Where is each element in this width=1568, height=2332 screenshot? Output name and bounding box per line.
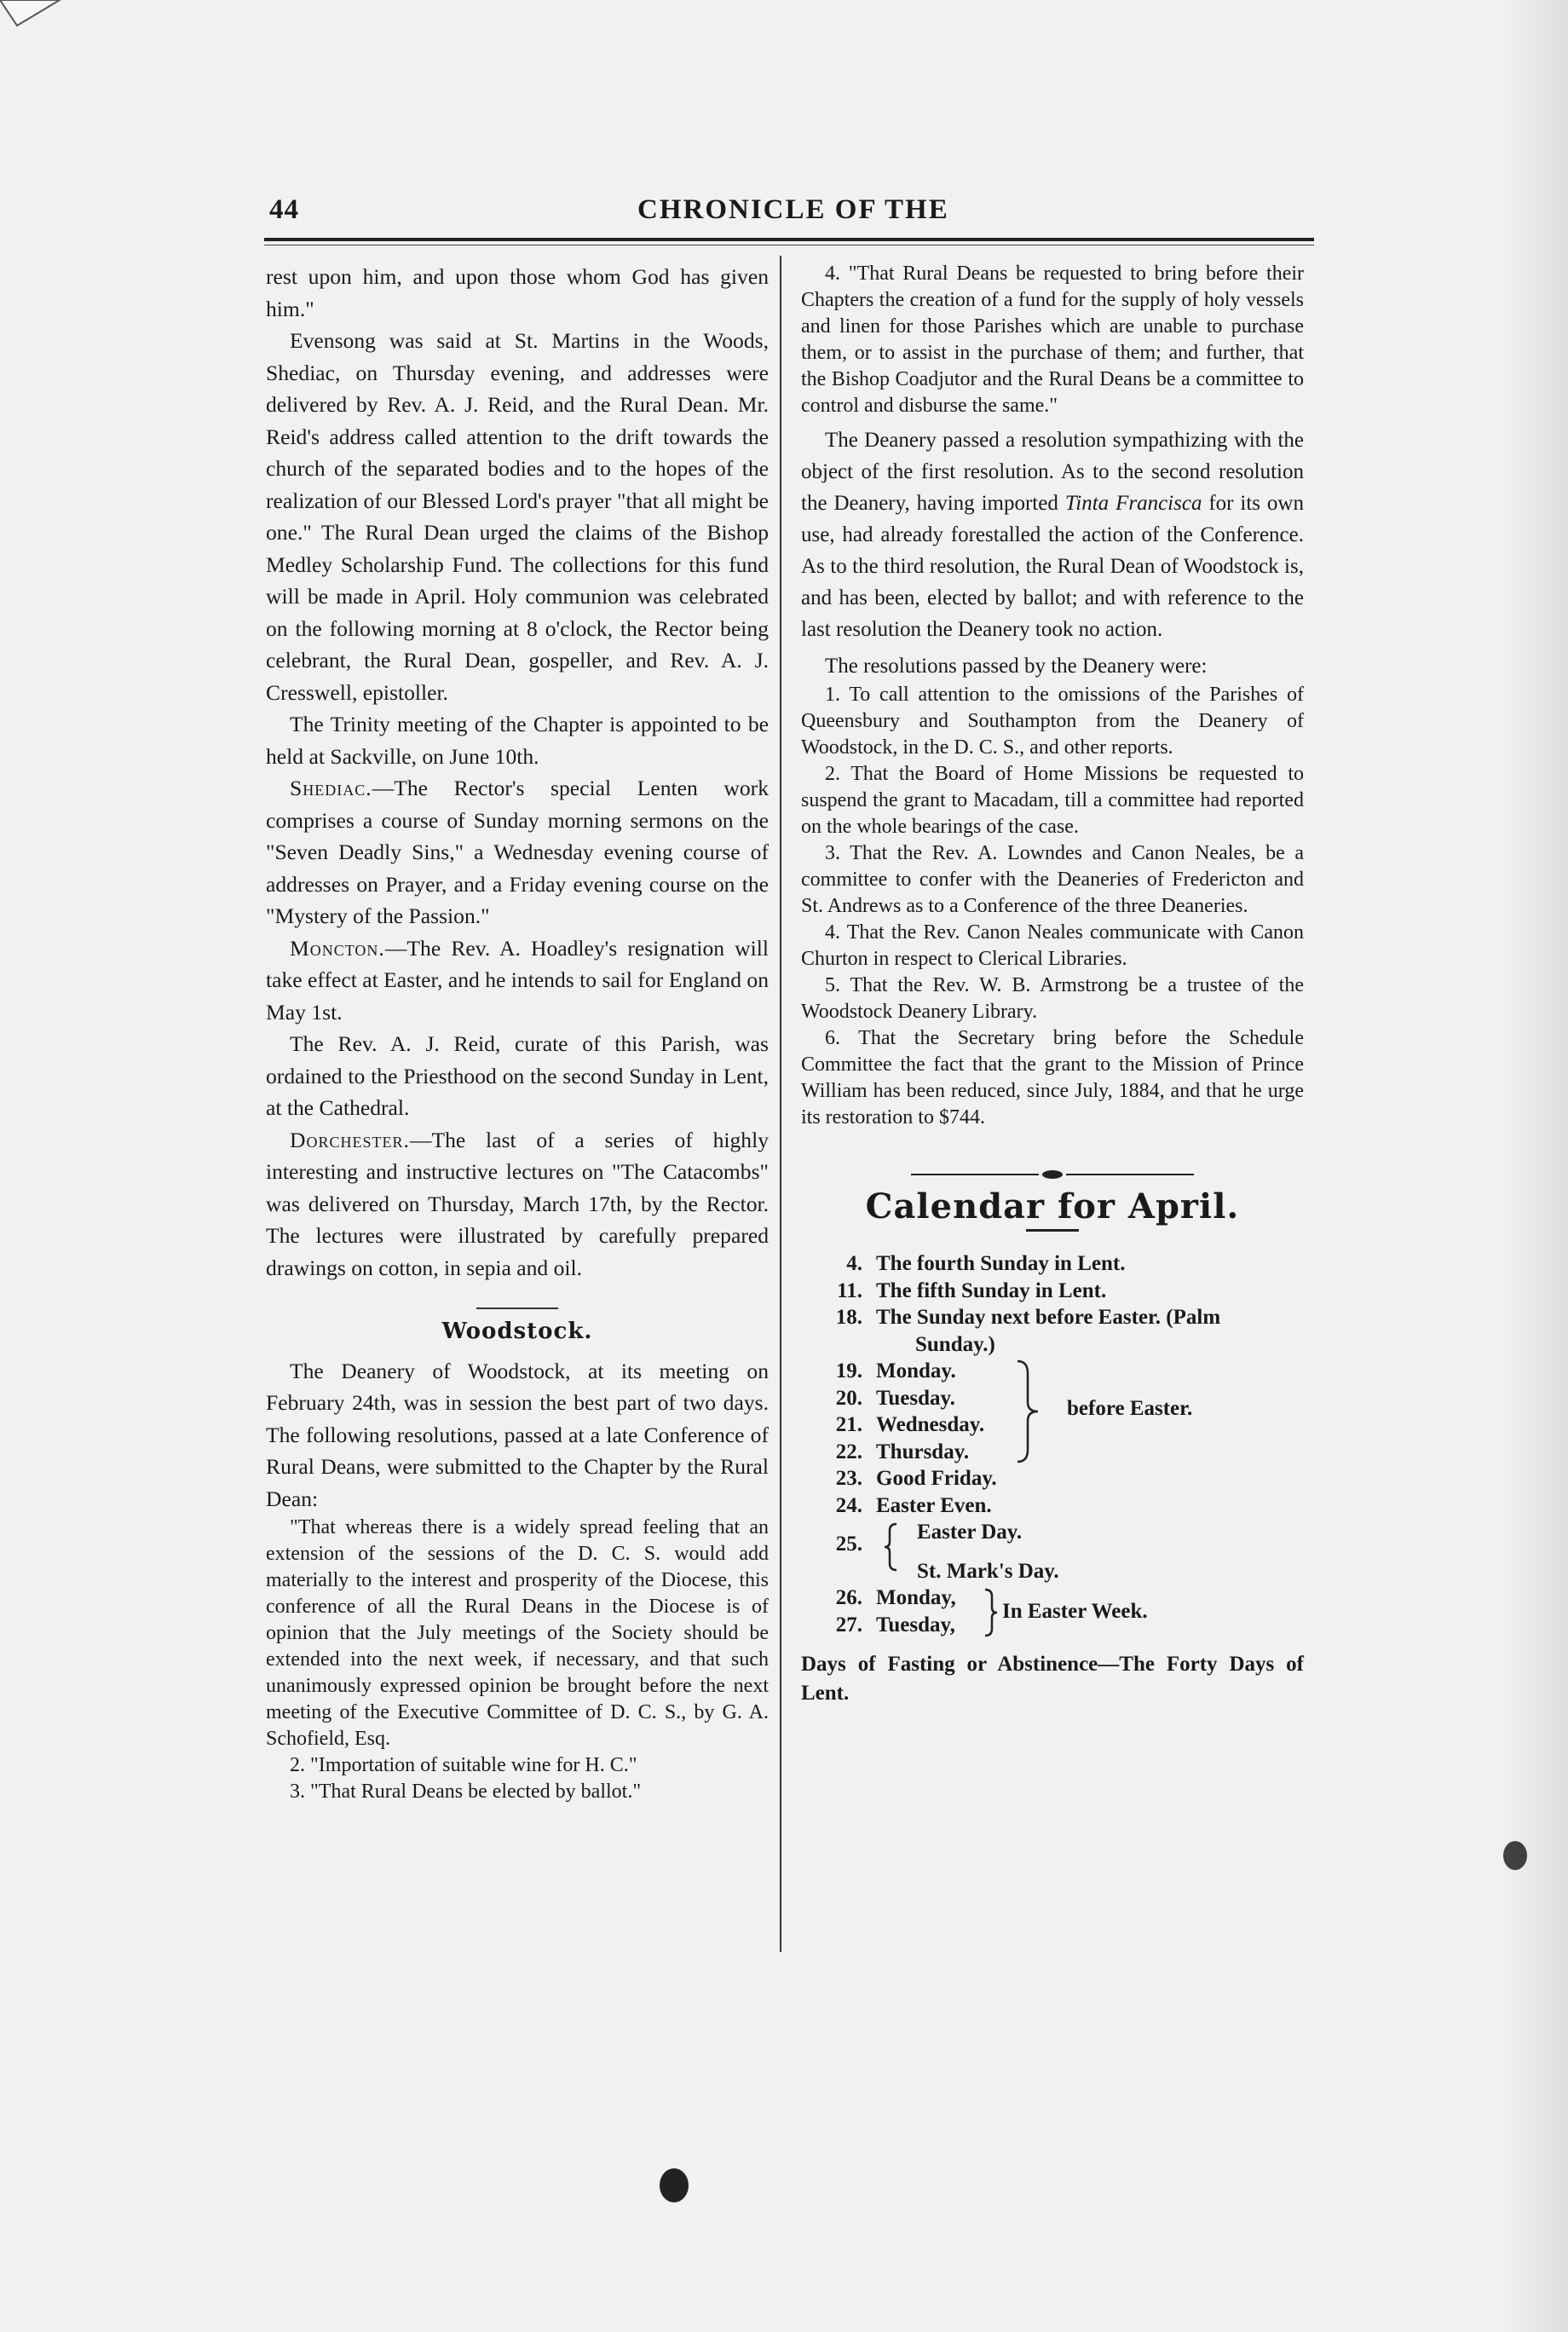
calendar-list [801, 1250, 1304, 1638]
paragraph-text: The Deanery passed a resolution sympathizing with the object of the first resolution. As to the second resolution the Deanery, having imported [801, 429, 1304, 515]
page-edge-shadow [1500, 0, 1568, 2332]
calendar-row: 24. Easter Even. [835, 1493, 992, 1517]
section-ornament-rule [476, 1307, 558, 1309]
calendar-row: 18. The Sunday next before Easter. (Palm [835, 1306, 1221, 1329]
calendar-row: 23. Good Friday. [835, 1467, 997, 1490]
place-heading: Moncton. [290, 935, 385, 961]
paragraph-text: for its own use, had already forestalled the action of the Conference. As to the third resolution, the Rural Dean of Woodstock is, and has been, elected by ballot; and with reference to the last resolution the Deanery took no action. [801, 492, 1304, 641]
right-column [801, 261, 1304, 1708]
calendar-row: Sunday.) [915, 1332, 995, 1356]
paragraph: The Rev. A. J. Reid, curate of this Parish, was ordained to the Priesthood on the second Sunday in Lent, at the Cathedral. [266, 1031, 769, 1120]
deanery-resolution-3: 3. That the Rev. A. Lowndes and Canon Neales, be a committee to confer with the Deaneries of Fredericton and St. Andrews as to a Conference of the three Deaneries. [801, 842, 1304, 917]
ornament-divider [801, 1170, 1304, 1179]
column-divider [780, 256, 781, 1952]
page-number: 44 [269, 194, 299, 225]
deanery-resolution-2: 2. That the Board of Home Missions be requested to suspend the grant to Macadam, till a committee had reported on the whole bearings of the case. [801, 763, 1304, 838]
resolution-2: 2. "Importation of suitable wine for H. C." [290, 1754, 637, 1776]
paragraph: The Trinity meeting of the Chapter is appointed to be held at Sackville, on June 10th. [266, 712, 769, 769]
place-heading: Shediac. [290, 776, 372, 800]
paragraph-text: —The last of a series of highly interesting and instructive lectures on "The Catacombs" was delivered on Thursday, March 17th, by the Rector. The lectures were illustrated by carefully prepared drawings on cotton, in sepia and oil. [266, 1127, 769, 1280]
paragraph: The resolutions passed by the Deanery were: [825, 655, 1208, 678]
paragraph-shediac [266, 772, 769, 932]
paragraph-text: —The Rector's special Lenten work comprises a course of Sunday morning sermons on the "Seven Deadly Sins," a Wednesday evening course of addresses on Prayer, and a Friday evening course on the "Mystery of the Passion." [266, 776, 769, 928]
ink-blot [1503, 1841, 1527, 1870]
calendar-row: 11. The fifth Sunday in Lent. [837, 1279, 1107, 1302]
brace-icon [1014, 1359, 1040, 1463]
easter-week-label: In Easter Week. [1002, 1600, 1148, 1623]
calendar-row: 21. Wednesday. [835, 1413, 985, 1436]
easter-day-group [801, 1519, 1304, 1584]
page-header [264, 189, 1312, 232]
paragraph: rest upon him, and upon those whom God has given him." [266, 264, 769, 321]
folded-corner-mark [0, 0, 102, 51]
place-heading: Dorchester. [290, 1127, 410, 1152]
resolution-3: 3. "That Rural Deans be elected by ballot." [290, 1781, 642, 1803]
paragraph: The Deanery of Woodstock, at its meeting on February 24th, was in session the best part of two days. The following resolutions, passed at a late Conference of Rural Deans, were submitted to the Chapter by the Rural Dean: [266, 1358, 769, 1511]
fasting-note: Days of Fasting or Abstinence—The Forty Days of Lent. [801, 1653, 1304, 1705]
holy-week-group [801, 1358, 1304, 1465]
header-rule [264, 238, 1314, 241]
calendar-row: 20. Tuesday. [835, 1386, 955, 1410]
resolution-4: 4. "That Rural Deans be requested to bring before their Chapters the creation of a fund for the supply of holy vessels and linen for those Parishes which are unable to purchase them, or to assist in the purchase of them; and further, that the Bishop Coadjutor and the Rural Deans be a committee to control and disburse the same." [801, 263, 1304, 417]
calendar-row: St. Mark's Day. [917, 1559, 1059, 1583]
deanery-resolution-5: 5. That the Rev. W. B. Armstrong be a trustee of the Woodstock Deanery Library. [801, 974, 1304, 1023]
deanery-resolution-1: 1. To call attention to the omissions of the Parishes of Queensbury and Southampton from the Deanery of Woodstock, in the D. C. S., and other reports. [801, 684, 1304, 759]
brace-icon [883, 1522, 900, 1572]
ink-blot [660, 2168, 689, 2202]
woodstock-heading: Woodstock. [441, 1319, 593, 1344]
brace-icon [982, 1588, 999, 1637]
calendar-row: 4. The fourth Sunday in Lent. [846, 1252, 1126, 1275]
paragraph-dorchester [266, 1124, 769, 1284]
paragraph: Evensong was said at St. Martins in the Woods, Shediac, on Thursday evening, and addresses were delivered by Rev. A. J. Reid, and the Rural Dean. Mr. Reid's address called attention to the drift towards the church of the separated bodies and to the hopes of the realization of our Blessed Lord's prayer "that all might be one." The Rural Dean urged the claims of the Bishop Medley Scholarship Fund. The collections for this fund will be made in April. Holy communion was celebrated on the following morning at 8 o'clock, the Rector being celebrant, the Rural Dean, gospeller, and Rev. A. J. Cresswell, epistoller. [266, 328, 769, 705]
calendar-row: 25. Easter Day. [835, 1521, 1023, 1556]
calendar-row: 27. Tuesday, [835, 1613, 955, 1636]
resolution-1: "That whereas there is a widely spread feeling that an extension of the sessions of the D. C. S. would add materially to the interest and prosperity of the Diocese, this conference of all the Rural Deans in the Diocese is of opinion that the July meetings of the Society should be extended into the next week, if necessary, and that such unanimously expressed opinion be brought before the next meeting of the Executive Committee of D. C. S., by G. A. Schofield, Esq. [266, 1516, 769, 1750]
before-easter-label: before Easter. [1067, 1397, 1193, 1420]
calendar-row: 19. Monday. [835, 1359, 956, 1382]
paragraph-text: —The Rev. A. Hoadley's resignation will take effect at Easter, and he intends to sail for England on May 1st. [266, 935, 769, 1025]
calendar-title: Calendar for April. [865, 1186, 1240, 1227]
left-column [266, 261, 769, 1805]
calendar-row: 26. Monday, [835, 1586, 956, 1609]
running-head: CHRONICLE OF THE [637, 194, 949, 225]
calendar-row: 22. Thursday. [835, 1440, 970, 1463]
deanery-resolution-4: 4. That the Rev. Canon Neales communicate with Canon Churton in respect to Clerical Libraries. [801, 921, 1304, 970]
title-rule [1026, 1229, 1079, 1232]
paragraph-moncton [266, 932, 769, 1029]
paragraph [801, 424, 1304, 645]
deanery-resolution-6: 6. That the Secretary bring before the Schedule Committee the fact that the grant to the Mission of Prince William has been reduced, since July, 1884, and that he urge its restoration to $744. [801, 1027, 1304, 1128]
wine-name: Tinta Francisca [1064, 492, 1202, 515]
easter-week-group [801, 1584, 1304, 1638]
